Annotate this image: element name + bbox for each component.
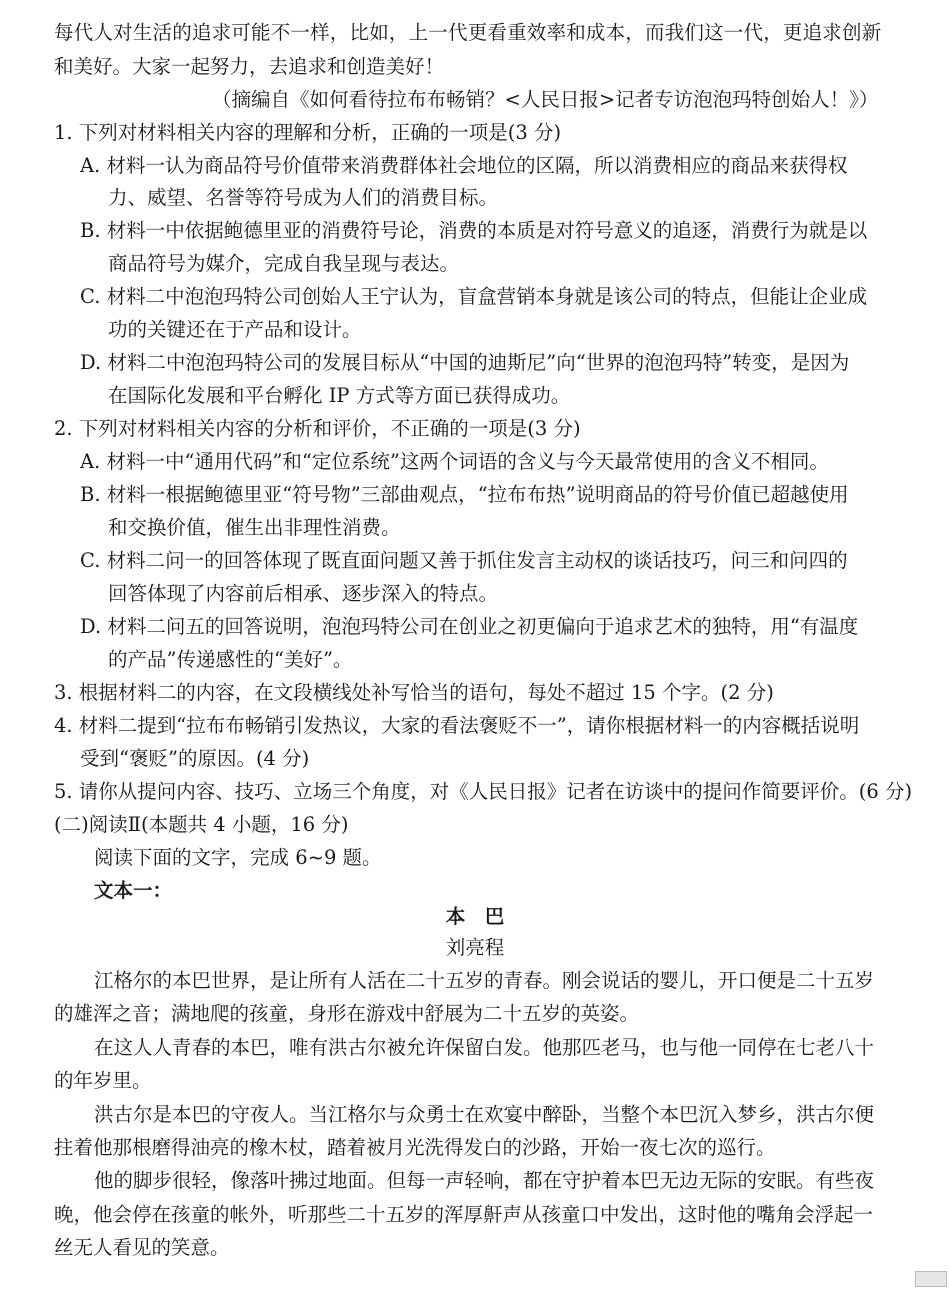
question-4-cont: 受到“褒贬”的原因。(4 分): [80, 747, 310, 770]
option-b-cont: 和交换价值，催生出非理性消费。: [108, 516, 401, 539]
option-d: D. 材料二中泡泡玛特公司的发展目标从“中国的迪斯尼”向“世界的泡泡玛特”转变，是因为: [80, 351, 850, 374]
story-paragraph-cont: 晚，他会停在孩童的帐外，听那些二十五岁的浑厚鼾声从孩童口中发出，这时他的嘴角会浮起一: [54, 1203, 874, 1226]
option-c: C. 材料二中泡泡玛特公司创始人王宁认为，盲盒营销本身就是该公司的特点，但能让企业成: [80, 285, 868, 308]
story-paragraph-cont: 丝无人看见的笑意。: [54, 1236, 230, 1259]
option-c-cont: 回答体现了内容前后相承、逐步深入的特点。: [108, 582, 499, 605]
para-line: 每代人对生活的追求可能不一样，比如，上一代更看重效率和成本，而我们这一代，更追求创新: [54, 21, 882, 44]
question-4: 4. 材料二提到“拉布布畅销引发热议，大家的看法褒贬不一”，请你根据材料一的内容概括说明: [54, 714, 860, 737]
option-a: A. 材料一认为商品符号价值带来消费群体社会地位的区隔，所以消费相应的商品来获得权: [80, 154, 848, 177]
question-2-stem: 2. 下列对材料相关内容的分析和评价，不正确的一项是(3 分): [54, 417, 581, 440]
option-d-cont: 的产品”传递感性的“美好”。: [108, 648, 353, 671]
section-instruction: 阅读下面的文字，完成 6~9 题。: [94, 846, 382, 869]
option-b-cont: 商品符号为媒介，完成自我呈现与表达。: [108, 252, 460, 275]
option-b: B. 材料一根据鲍德里亚“符号物”三部曲观点，“拉布布热”说明商品的符号价值已超越使用: [80, 483, 849, 506]
question-3: 3. 根据材料二的内容，在文段横线处补写恰当的语句，每处不超过 15 个字。(2 分): [54, 681, 774, 704]
option-d-cont: 在国际化发展和平台孵化 IP 方式等方面已获得成功。: [108, 384, 571, 407]
question-1-stem: 1. 下列对材料相关内容的理解和分析，正确的一项是(3 分): [54, 121, 562, 144]
story-paragraph: 在这人人青春的本巴，唯有洪古尔被允许保留白发。他那匹老马，也与他一同停在七老八十: [94, 1036, 875, 1059]
story-paragraph-cont: 的年岁里。: [54, 1069, 152, 1092]
section-heading: (二)阅读Ⅱ(本题共 4 小题，16 分): [54, 813, 349, 836]
story-title: 本 巴: [445, 905, 505, 928]
text-label: 文本一：: [94, 879, 173, 902]
story-author: 刘亮程: [445, 936, 505, 959]
watermark-qr-icon: [915, 1271, 947, 1287]
story-paragraph-cont: 的雄浑之音；满地爬的孩童，身形在游戏中舒展为二十五岁的英姿。: [54, 1002, 640, 1025]
source-citation: （摘编自《如何看待拉布布畅销？<人民日报>记者专访泡泡玛特创始人！》）: [212, 88, 879, 111]
option-a: A. 材料一中“通用代码”和“定位系统”这两个词语的含义与今天最常使用的含义不相同。: [80, 450, 829, 473]
story-paragraph: 洪古尔是本巴的守夜人。当江格尔与众勇士在欢宴中醉卧，当整个本巴沉入梦乡，洪古尔便: [94, 1103, 875, 1126]
option-c: C. 材料二问一的回答体现了既直面问题又善于抓住发言主动权的谈话技巧，问三和问四的: [80, 549, 848, 572]
option-c-cont: 功的关键还在于产品和设计。: [108, 318, 362, 341]
story-paragraph-cont: 拄着他那根磨得油亮的橡木杖，踏着被月光洗得发白的沙路，开始一夜七次的巡行。: [54, 1136, 776, 1159]
para-line: 和美好。大家一起努力，去追求和创造美好！: [54, 55, 445, 78]
story-paragraph: 他的脚步很轻，像落叶拂过地面。但每一声轻响，都在守护着本巴无边无际的安眠。有些夜: [94, 1169, 875, 1192]
option-d: D. 材料二问五的回答说明，泡泡玛特公司在创业之初更偏向于追求艺术的独特，用“有温度: [80, 615, 859, 638]
story-paragraph: 江格尔的本巴世界，是让所有人活在二十五岁的青春。刚会说话的婴儿，开口便是二十五岁: [94, 969, 875, 992]
question-5: 5. 请你从提问内容、技巧、立场三个角度，对《人民日报》记者在访谈中的提问作简要评价。(6 分): [54, 780, 913, 803]
option-b: B. 材料一中依据鲍德里亚的消费符号论，消费的本质是对符号意义的追逐，消费行为就是以: [80, 219, 868, 242]
option-a-cont: 力、威望、名誉等符号成为人们的消费目标。: [108, 186, 499, 209]
